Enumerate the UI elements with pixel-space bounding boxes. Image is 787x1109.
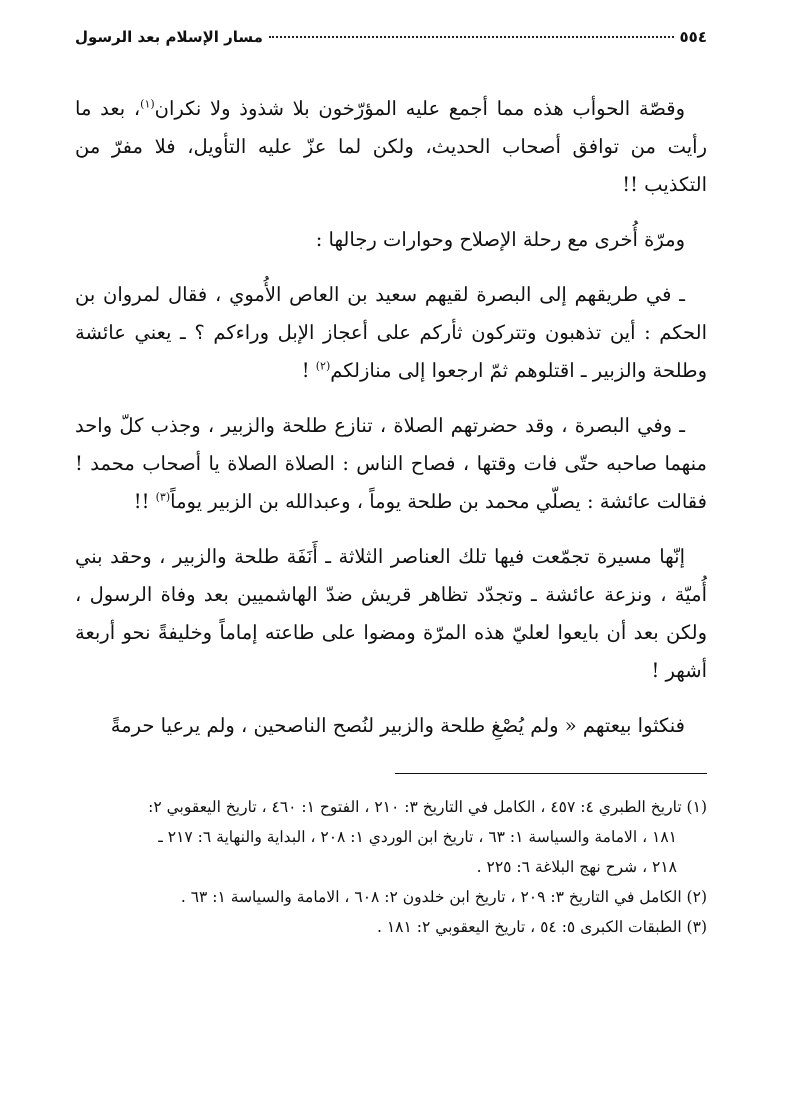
dotted-leader: [269, 36, 674, 38]
footnote-ref[interactable]: (٢): [315, 359, 331, 373]
footnote-line: ٢١٨ ، شرح نهج البلاغة ٦: ٢٢٥ .: [476, 858, 677, 876]
body-text: [75, 90, 707, 745]
paragraph: ـ في طريقهم إلى البصرة لقيهم سعيد بن العاص الأُموي ، فقال لمروان بن الحكم : أين تذهبون وتتركون ثأركم على أعجاز الإبل وراءكم ؟ ـ يعني عائشة وطلحة والزبير ـ اقتلوهم ثمّ ارجعوا إلى منازلكم$^{(٢)}$ !: [75, 283, 707, 382]
footnote-separator: [395, 773, 707, 774]
footnote-line: (٢) الكامل في التاريخ ٣: ٢٠٩ ، تاريخ ابن خلدون ٢: ٦٠٨ ، الامامة والسياسة ١: ٦٣ .: [180, 888, 707, 906]
footnote-ref[interactable]: (٣): [155, 490, 171, 504]
running-title: مسار الإسلام بعد الرسول: [75, 28, 263, 46]
paragraph: ومرّة أُخرى مع رحلة الإصلاح وحوارات رجالها :: [315, 228, 685, 251]
paragraph: فنكثوا بيعتهم « ولم يُصْغِ طلحة والزبير لنُصح الناصحين ، ولم يرعيا حرمةً: [110, 714, 685, 737]
footnote-line: (٣) الطبقات الكبرى ٥: ٥٤ ، تاريخ اليعقوبي ٢: ١٨١ .: [376, 918, 707, 936]
footnote-ref[interactable]: (١): [140, 97, 155, 111]
footnote-line: ١٨١ ، الامامة والسياسة ١: ٦٣ ، تاريخ ابن الوردي ١: ٢٠٨ ، البداية والنهاية ٦: ٢١٧ ـ: [158, 828, 677, 846]
paragraph: وقصّة الحوأب هذه مما أجمع عليه المؤرّخون بلا شذوذ ولا نكران$^{(١)}$، بعد ما رأيت من توافق أصحاب الحديث، ولكن لما عزّ عليه التأويل، فلا مفرّ من التكذيب !!: [75, 97, 707, 196]
paragraph: ـ وفي البصرة ، وقد حضرتهم الصلاة ، تنازع طلحة والزبير ، وجذب كلّ واحد منهما صاحبه حتّى فات وقتها ، فصاح الناس : الصلاة الصلاة يا أصحاب محمد ! فقالت عائشة : يصلّي محمد بن طلحة يوماً ، وعبدالله بن الزبير يوماً$^{(٣)}$ !!: [75, 414, 707, 513]
page-number: ٥٥٤: [679, 28, 707, 46]
page-header: [75, 28, 707, 50]
footnote-line: (١) تاريخ الطبري ٤: ٤٥٧ ، الكامل في التاريخ ٣: ٢١٠ ، الفتوح ١: ٤٦٠ ، تاريخ اليعقوبي ٢:: [148, 798, 707, 816]
paragraph: إنّها مسيرة تجمّعت فيها تلك العناصر الثلاثة ـ أَنَفَة طلحة والزبير ، وحقد بني أُميّة ، ونزعة عائشة ـ وتجدّد تظاهر قريش ضدّ الهاشميين بعد وفاة الرسول ، ولكن بعد أن بايعوا لعليّ هذه المرّة ومضوا على طاعته إماماً وخليفةً نحو أربعة أشهر !: [75, 545, 707, 682]
footnotes: [75, 792, 707, 942]
